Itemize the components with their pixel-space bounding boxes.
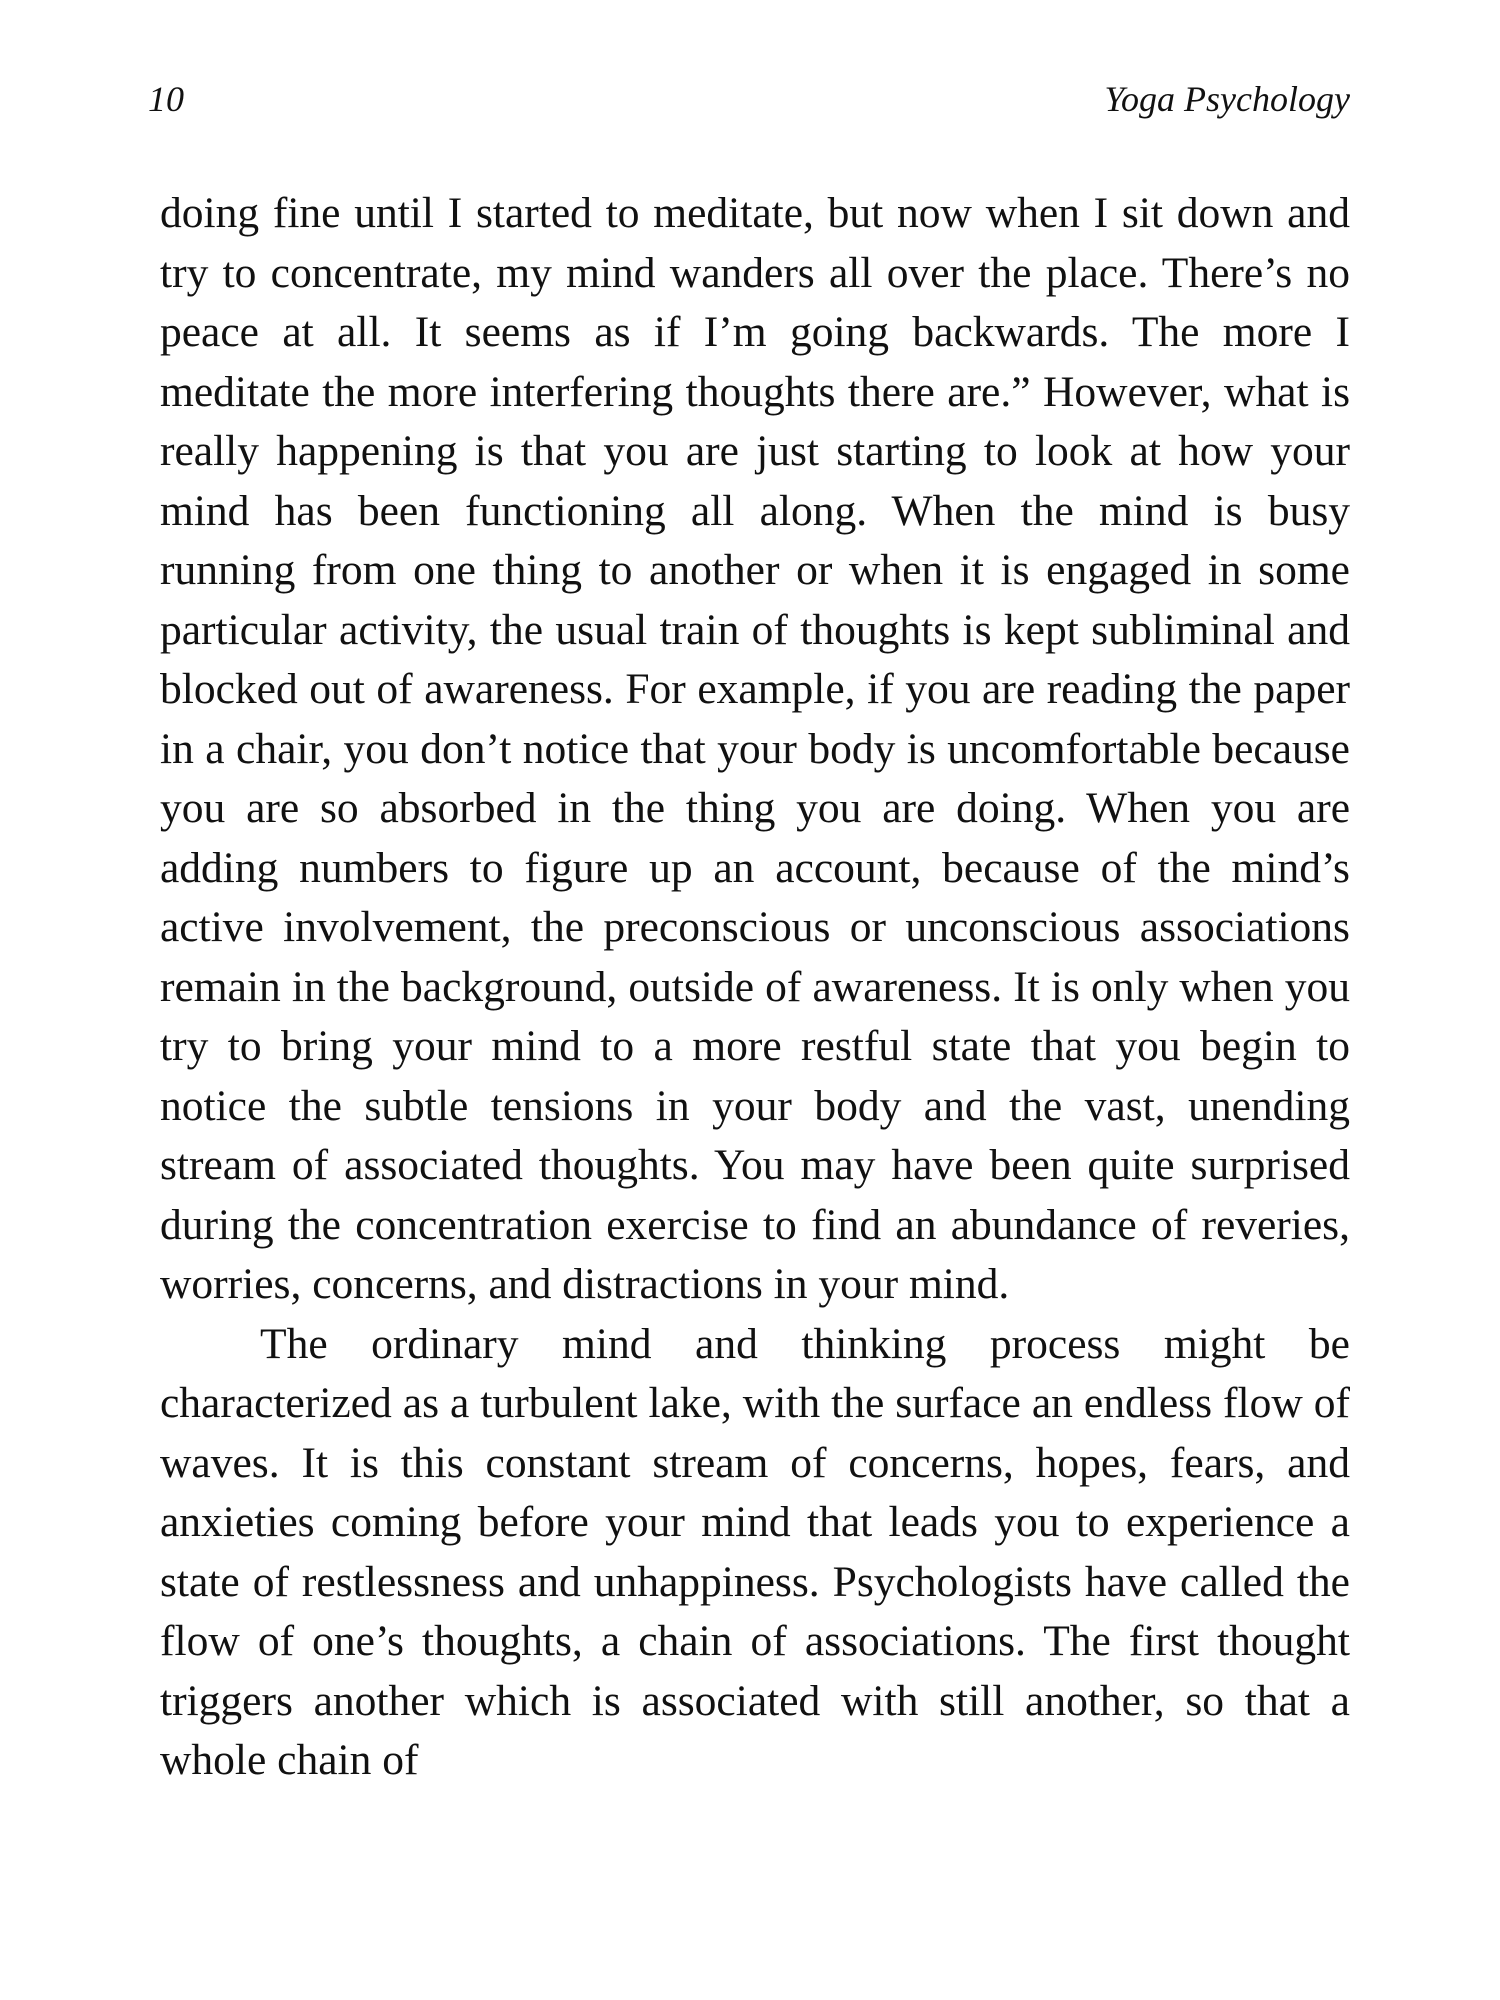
running-title: Yoga Psychology (1104, 79, 1350, 119)
paragraph-2: The ordinary mind and thinking process might be characterized as a turbulent lake, with the surface an endless flow of waves. It is this constant stream of concerns, hopes, fears, and anxieties coming before your mind that leads you to experience a state of restlessness and unhappiness. Psychologists have called the flow of one’s thoughts, a chain of associations. The first thought triggers another which is associated with still another, so that a whole chain of (160, 1319, 1350, 1784)
page-number: 10 (148, 79, 184, 119)
paragraph-1: doing fine until I started to meditate, but now when I sit down and try to concentrate, my mind wanders all over the place. There’s no peace at all. It seems as if I’m going backwards. The more I meditate the more interfering thoughts there are.” However, what is really happening is that you are just starting to look at how your mind has been functioning all along. When the mind is busy running from one thing to another or when it is engaged in some particular activity, the usual train of thoughts is kept subliminal and blocked out of awareness. For example, if you are reading the paper in a chair, you don’t notice that your body is uncomfortable because you are so absorbed in the thing you are doing. When you are adding numbers to figure up an account, because of the mind’s active involvement, the preconscious or unconscious associations remain in the background, outside of awareness. It is only when you try to bring your mind to a more restful state that you begin to notice the subtle tensions in your body and the vast, unending stream of associated thoughts. You may have been quite surprised during the concentration exercise to find an abundance of reveries, worries, concerns, and distractions in your mind. (160, 189, 1350, 1308)
body-text (160, 184, 1350, 1791)
page-header (148, 78, 1350, 128)
